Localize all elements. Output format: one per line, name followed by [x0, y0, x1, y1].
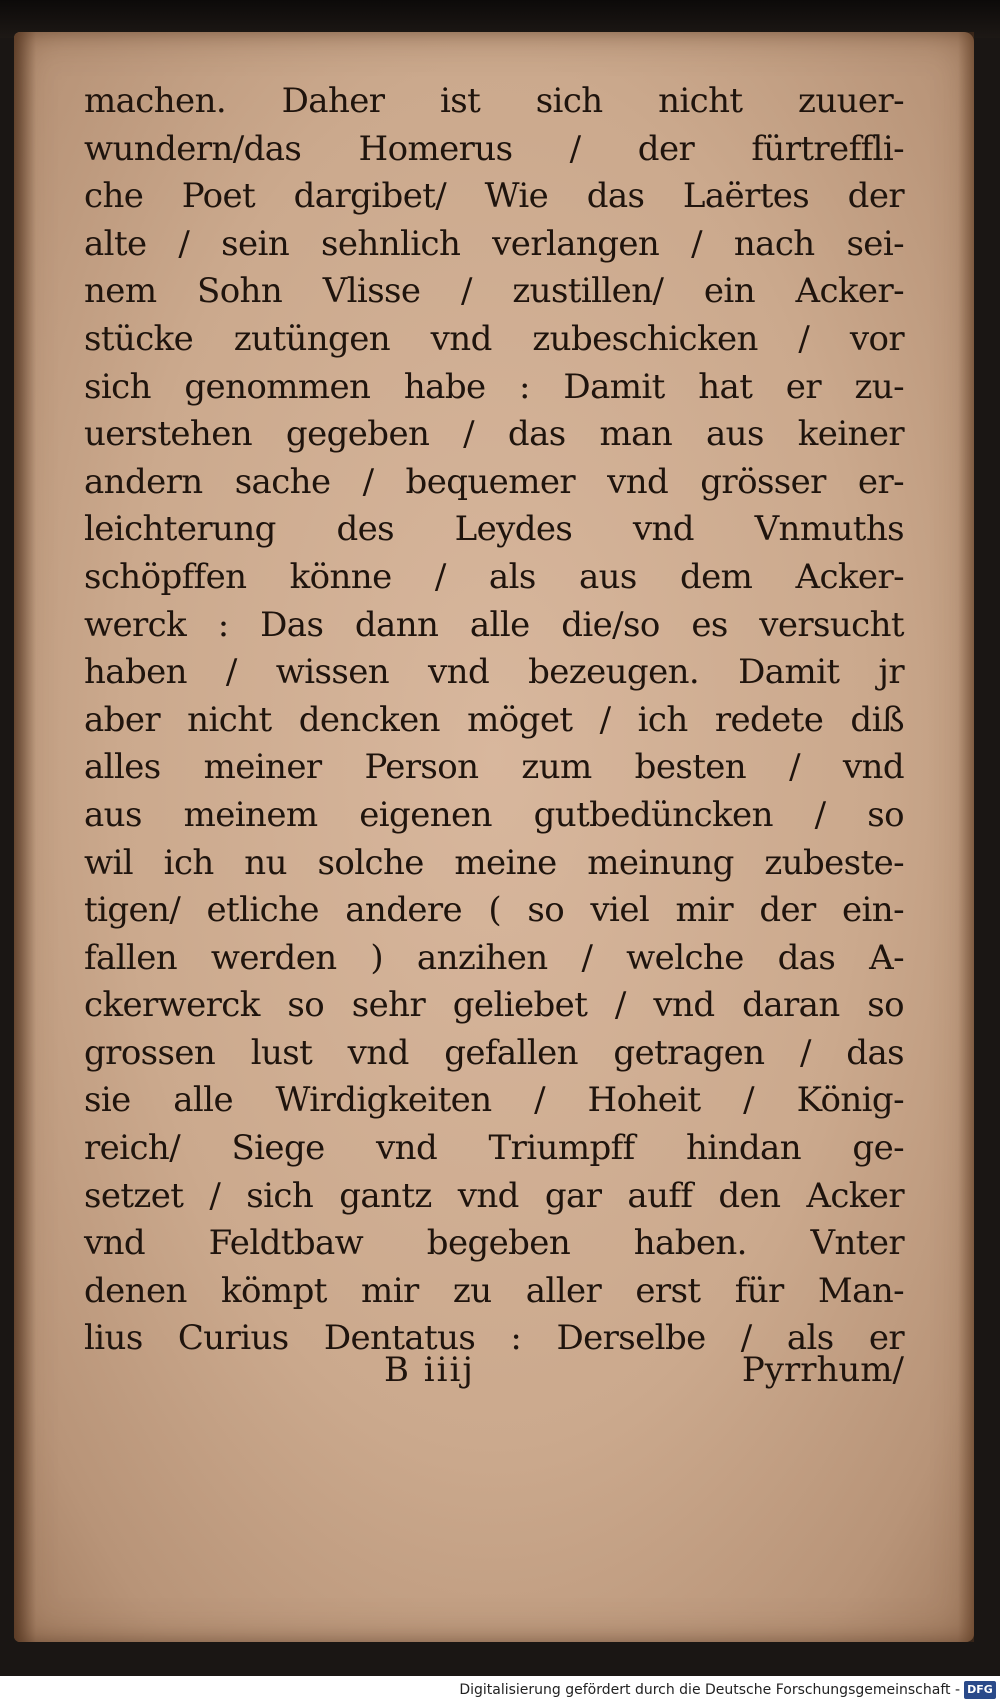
text-line: stücke zutüngen vnd zubeschicken / vor: [84, 318, 904, 359]
text-line: lius Curius Dentatus : Derselbe / als er: [84, 1318, 904, 1359]
dfg-logo: DFG: [964, 1681, 996, 1699]
text-line: tigen/ etliche andere ( so viel mir der ein-: [84, 890, 904, 931]
text-line: schöpffen könne / als aus dem Acker-: [84, 556, 904, 597]
text-line: denen kömpt mir zu aller erst für Man-: [84, 1270, 904, 1311]
text-line: andern sache / bequemer vnd grösser er-: [84, 461, 904, 502]
text-line: machen. Daher ist sich nicht zuuer-: [84, 81, 904, 121]
text-line: aus meinem eigenen gutbedüncken / so: [84, 794, 904, 835]
catchword: Pyrrhum/: [741, 1350, 904, 1390]
text-line: aber nicht dencken möget / ich redete diß: [84, 699, 904, 740]
credit-text: Digitalisierung gefördert durch die Deutsche Forschungsgemeinschaft -: [459, 1682, 960, 1698]
text-line: werck : Das dann alle die/so es versucht: [84, 604, 904, 645]
text-line: fallen werden ) anzihen / welche das A-: [84, 937, 904, 978]
text-line: wundern/das Homerus / der fürtreffli-: [84, 128, 904, 169]
text-line: vnd Feldtbaw begeben haben. Vnter: [84, 1223, 904, 1264]
signature-mark: B iiij: [384, 1350, 475, 1390]
text-line: sie alle Wirdigkeiten / Hoheit / König-: [84, 1080, 904, 1121]
text-line: sich genommen habe : Damit hat er zu-: [84, 366, 904, 407]
page-footer: [84, 1350, 904, 1400]
text-line: reich/ Siege vnd Triumpff hindan ge-: [84, 1128, 904, 1169]
text-line: haben / wissen vnd bezeugen. Damit jr: [84, 652, 904, 693]
text-line: setzet / sich gantz vnd gar auff den Acker: [84, 1175, 904, 1216]
text-line: uerstehen gegeben / das man aus keiner: [84, 414, 904, 455]
text-line: grossen lust vnd gefallen getragen / das: [84, 1032, 904, 1073]
text-line: alte / sein sehnlich verlangen / nach sei-: [84, 223, 904, 264]
text-line: wil ich nu solche meine meinung zubeste-: [84, 842, 904, 883]
text-line: ckerwerck so sehr geliebet / vnd daran so: [84, 985, 904, 1026]
text-line: che Poet dargibet/ Wie das Laërtes der: [84, 176, 904, 217]
text-line: alles meiner Person zum besten / vnd: [84, 747, 904, 788]
text-line: leichterung des Leydes vnd Vnmuths: [84, 509, 904, 550]
book-page: [14, 32, 974, 1642]
text-line: nem Sohn Vlisse / zustillen/ ein Acker-: [84, 271, 904, 312]
text-block: [84, 78, 904, 1363]
digitization-credit-bar: [0, 1676, 1000, 1706]
